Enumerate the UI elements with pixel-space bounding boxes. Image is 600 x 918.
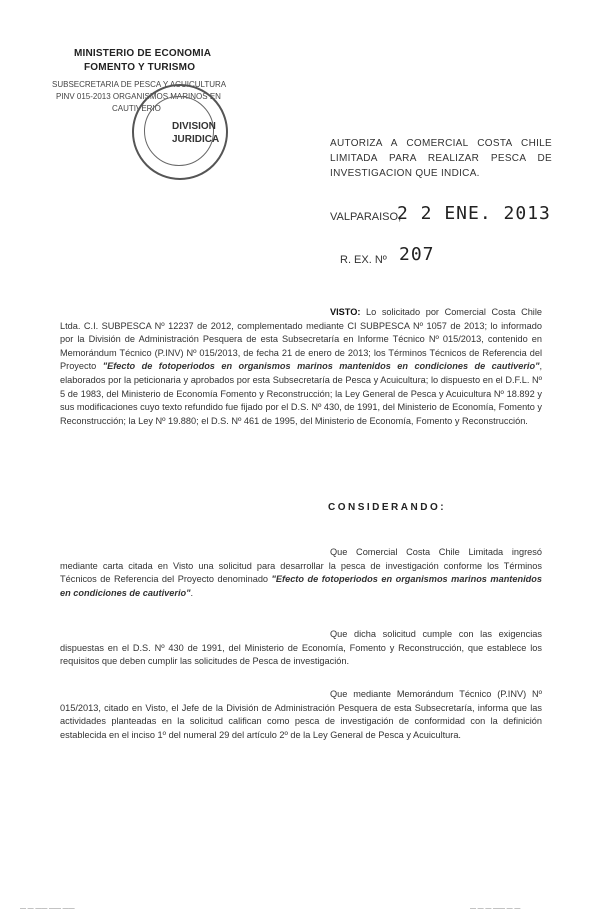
resolution-number: 207 bbox=[399, 244, 435, 265]
visto-text-b: , elaborados por la peticionaria y aprobados por esta Subsecretaría de Pesca y Acuicultura; lo dispuesto en el D.F.L. Nº 5 de 1983, del Ministerio de Economía Fomento y Reconstrucción; la Ley General de Pesca y Acuicultura Nº 18.892 y sus modificaciones cuyo texto refundido fue fijado por el D.S. Nº 430, de 1991, del Ministerio de Economía, Fomento y Reconstrucción; la Ley Nº 19.880; el D.S. Nº 461 de 1995, del Ministerio de Economía, Fomento y Reconstrucción. bbox=[60, 361, 542, 426]
stamp-line-1: DIVISION bbox=[172, 121, 216, 132]
date-value: 2 2 ENE. 2013 bbox=[397, 203, 551, 224]
resolution-prefix: R. EX. Nº bbox=[340, 254, 387, 266]
stamp-text bbox=[172, 120, 219, 146]
stamp-line-2: JURIDICA bbox=[172, 134, 220, 145]
considerando-heading: CONSIDERANDO: bbox=[328, 502, 447, 513]
header-pinv: PINV 015-2013 ORGANISMOS MARINOS EN bbox=[56, 92, 221, 101]
header-cautiverio: CAUTIVERIO bbox=[112, 104, 161, 113]
visto-text-a: Lo solicitado por Comercial Costa Chile Ltda. C.I. SUBPESCA Nº 12237 de 2012, complementado mediante CI SUBPESCA Nº 1057 de 2013; lo informado por la División de Administración Pesquera de esta Subsecretaría en Informe Técnico Nº 015/2013, contenido en Memorándum Técnico (P.INV) Nº 015/2013, de fecha 21 de enero de 2013; los Términos Técnicos de Referencia del Proyecto bbox=[60, 307, 542, 372]
footer-right-marks: — — — —— — — bbox=[470, 906, 521, 912]
visto-project-title: "Efecto de fotoperiodos en organismos marinos mantenidos en condiciones de cautiverio" bbox=[102, 361, 540, 372]
header-ministry-sub: FOMENTO Y TURISMO bbox=[84, 62, 196, 73]
authorization-summary: AUTORIZA A COMERCIAL COSTA CHILE LIMITADA PARA REALIZAR PESCA DE INVESTIGACION QUE INDICA. bbox=[330, 138, 552, 179]
considerando-p1-title: "Efecto de fotoperiodos en organismos marinos mantenidos en condiciones de cautiverio" bbox=[60, 574, 542, 598]
considerando-paragraph-3: Que mediante Memorándum Técnico (P.INV) Nº 015/2013, citado en Visto, el Jefe de la División de Administración Pesquera de esta Subsecretaría, informa que las actividades planteadas en la solicitud califican como pesca de investigación de conformidad con la definición establecida en el inciso 1º del numeral 29 del artículo 2º de la Ley General de Pesca y Acuicultura. bbox=[60, 689, 542, 740]
considerando-p1-text-b: . bbox=[190, 587, 194, 598]
division-stamp bbox=[132, 84, 228, 180]
considerando-paragraph-2: Que dicha solicitud cumple con las exigencias dispuestas en el D.S. Nº 430 de 1991, del Ministerio de Economía, Fomento y Reconstrucción, que establece los requisitos que deben cumplir las solicitudes de Pesca de investigación. bbox=[60, 629, 542, 667]
visto-paragraph bbox=[60, 306, 542, 428]
header-subsecretaria: SUBSECRETARIA DE PESCA Y ACUICULTURA bbox=[52, 80, 227, 89]
visto-label: VISTO: bbox=[330, 307, 361, 317]
considerando-paragraph-1 bbox=[60, 546, 542, 600]
footer-left-marks: — — —— —— —— bbox=[20, 906, 75, 912]
considerando-p1-text-a: Que Comercial Costa Chile Limitada ingresó mediante carta citada en Visto una solicitud para desarrollar la pesca de investigación conforme los Términos Técnicos de Referencia del Proyecto denominado bbox=[60, 547, 542, 585]
header-ministry: MINISTERIO DE ECONOMIA bbox=[74, 48, 212, 59]
date-place: VALPARAISO, bbox=[330, 211, 402, 223]
